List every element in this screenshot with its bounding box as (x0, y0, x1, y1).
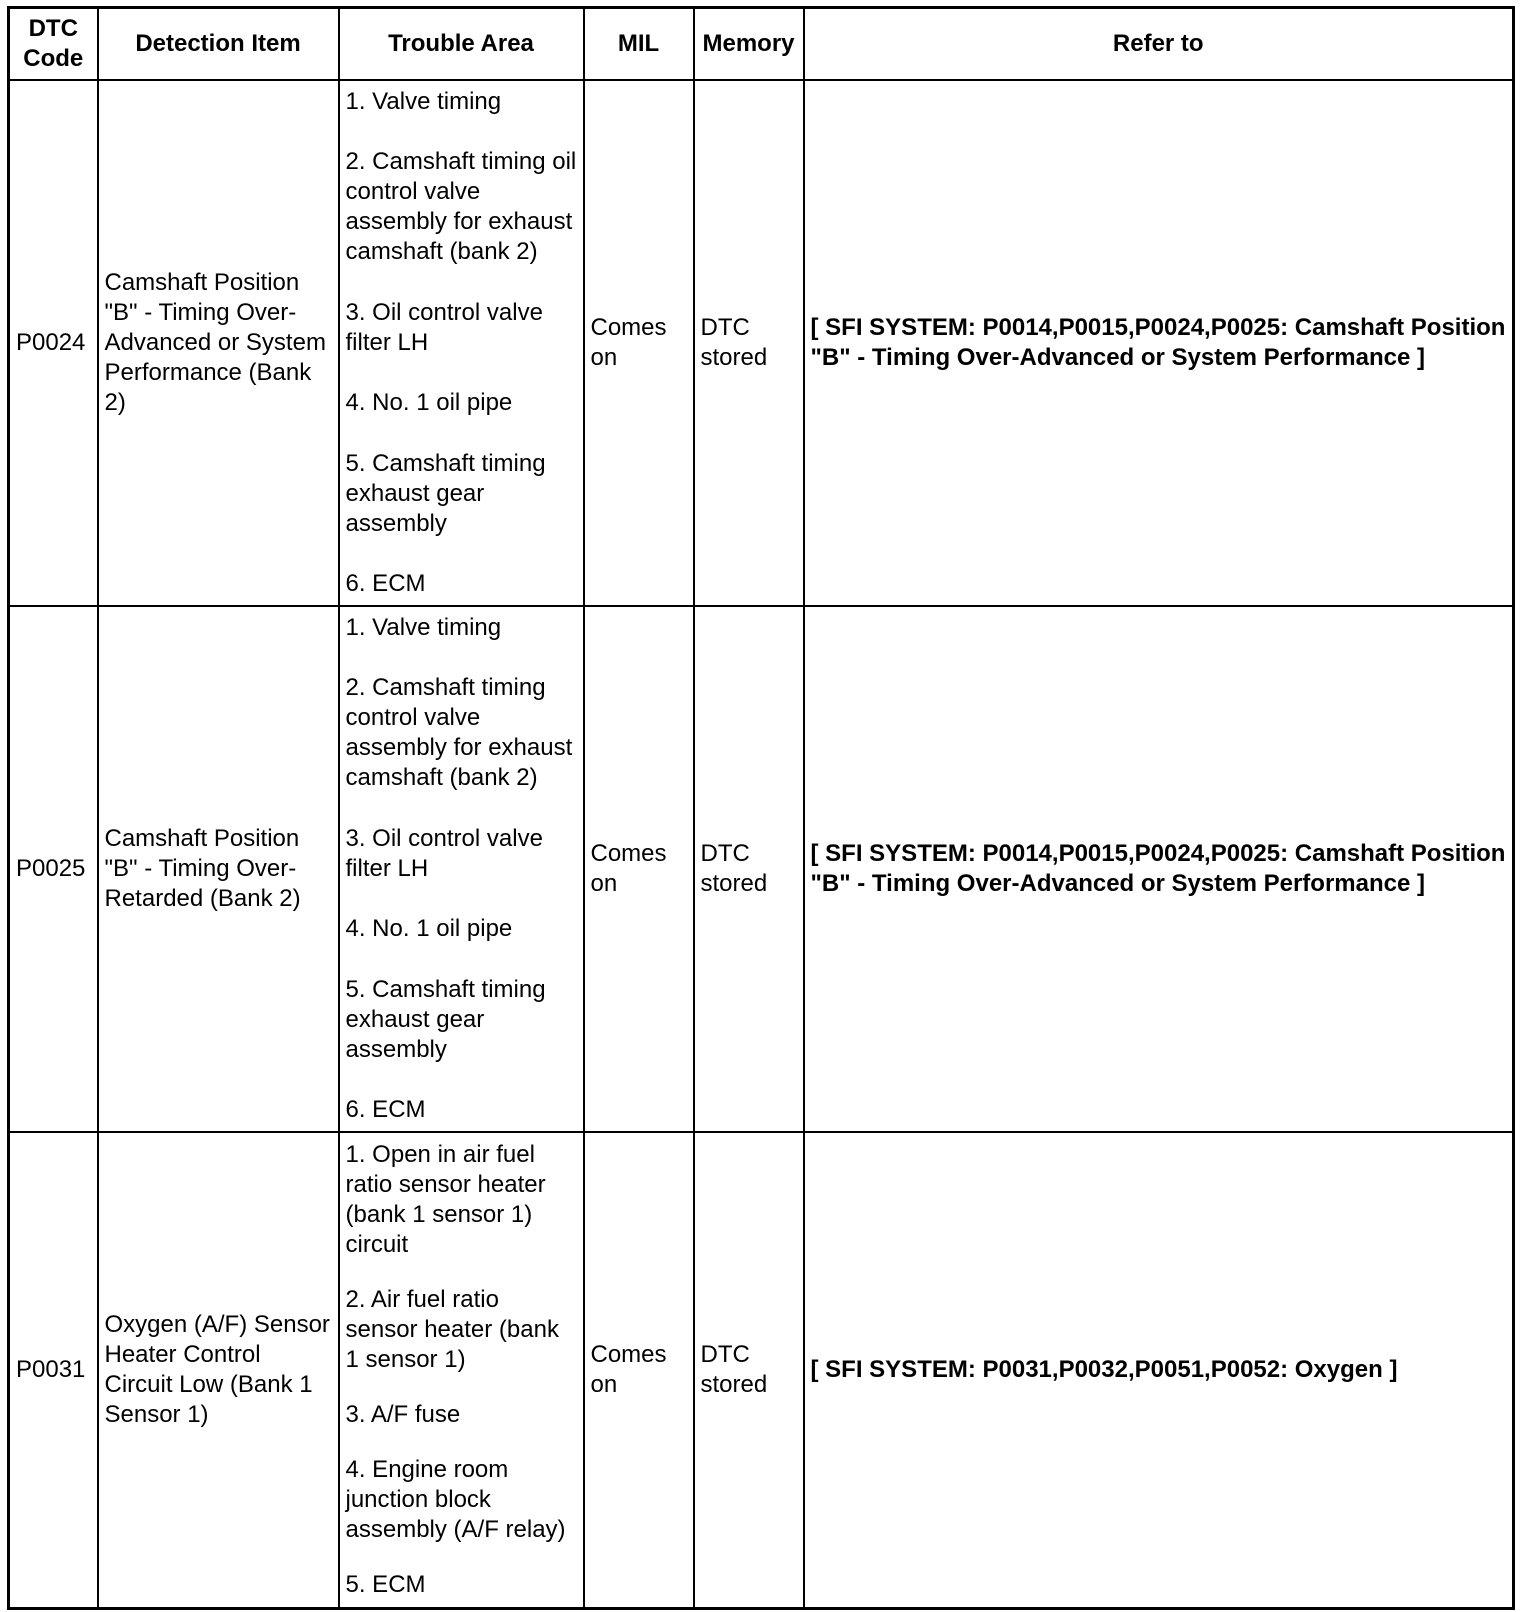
trouble-area-item: 5. Camshaft timing exhaust gear assembly (345, 975, 546, 1063)
trouble-area-item: 2. Camshaft timing control valve assembly for exhaust camshaft (bank 2) (345, 674, 573, 792)
trouble-area-list (346, 613, 577, 1125)
trouble-area-item: 5. ECM (345, 1570, 426, 1598)
trouble-area-item: 2. Air fuel ratio sensor heater (bank 1 sensor 1) (345, 1285, 559, 1373)
detection-item-cell: Camshaft Position "B" - Timing Over-Advanced or System Performance (Bank 2) (98, 80, 339, 606)
dtc-code-cell: P0025 (9, 606, 98, 1132)
table-row (9, 80, 1514, 606)
dtc-code-cell: P0024 (9, 80, 98, 606)
detection-item-cell: Camshaft Position "B" - Timing Over-Retarded (Bank 2) (98, 606, 339, 1132)
header-mil: MIL (584, 8, 694, 81)
memory-cell: DTC stored (694, 1132, 804, 1608)
trouble-area-item: 6. ECM (345, 569, 426, 597)
mil-cell: Comes on (584, 606, 694, 1132)
header-trouble-area: Trouble Area (339, 8, 584, 81)
trouble-area-cell (339, 1132, 584, 1608)
detection-item-cell: Oxygen (A/F) Sensor Heater Control Circuit Low (Bank 1 Sensor 1) (98, 1132, 339, 1608)
trouble-area-item: 3. A/F fuse (345, 1400, 461, 1428)
refer-to-link[interactable]: [ SFI SYSTEM: P0014,P0015,P0024,P0025: Camshaft Position "B" - Timing Over-Advanced or System Performance ] (804, 80, 1514, 606)
dtc-code-cell: P0031 (9, 1132, 98, 1608)
trouble-area-item: 2. Camshaft timing oil control valve assembly for exhaust camshaft (bank 2) (345, 148, 577, 266)
trouble-area-item: 6. ECM (345, 1095, 426, 1123)
mil-cell: Comes on (584, 80, 694, 606)
trouble-area-item: 1. Valve timing (345, 614, 502, 641)
table-row (9, 1132, 1514, 1608)
memory-cell: DTC stored (694, 606, 804, 1132)
header-dtc-code: DTC Code (9, 8, 98, 81)
trouble-area-item: 4. Engine room junction block assembly (A/F relay) (345, 1455, 566, 1543)
dtc-table (7, 6, 1515, 1610)
memory-cell: DTC stored (694, 80, 804, 606)
trouble-area-item: 3. Oil control valve filter LH (345, 298, 543, 356)
header-detection-item: Detection Item (98, 8, 339, 81)
mil-cell: Comes on (584, 1132, 694, 1608)
trouble-area-cell (339, 606, 584, 1132)
trouble-area-item: 3. Oil control valve filter LH (345, 824, 543, 882)
table-row (9, 606, 1514, 1132)
header-refer-to: Refer to (804, 8, 1514, 81)
trouble-area-list (346, 1140, 577, 1600)
trouble-area-item: 5. Camshaft timing exhaust gear assembly (345, 449, 546, 537)
refer-to-link[interactable]: [ SFI SYSTEM: P0014,P0015,P0024,P0025: Camshaft Position "B" - Timing Over-Advanced or System Performance ] (804, 606, 1514, 1132)
trouble-area-item: 4. No. 1 oil pipe (345, 389, 513, 417)
header-memory: Memory (694, 8, 804, 81)
trouble-area-list (346, 87, 577, 599)
trouble-area-item: 1. Valve timing (345, 88, 502, 115)
header-row (9, 8, 1514, 81)
trouble-area-cell (339, 80, 584, 606)
trouble-area-item: 4. No. 1 oil pipe (345, 915, 513, 943)
refer-to-link[interactable]: [ SFI SYSTEM: P0031,P0032,P0051,P0052: Oxygen ] (804, 1132, 1514, 1608)
trouble-area-item: 1. Open in air fuel ratio sensor heater (bank 1 sensor 1) circuit (345, 1140, 546, 1258)
